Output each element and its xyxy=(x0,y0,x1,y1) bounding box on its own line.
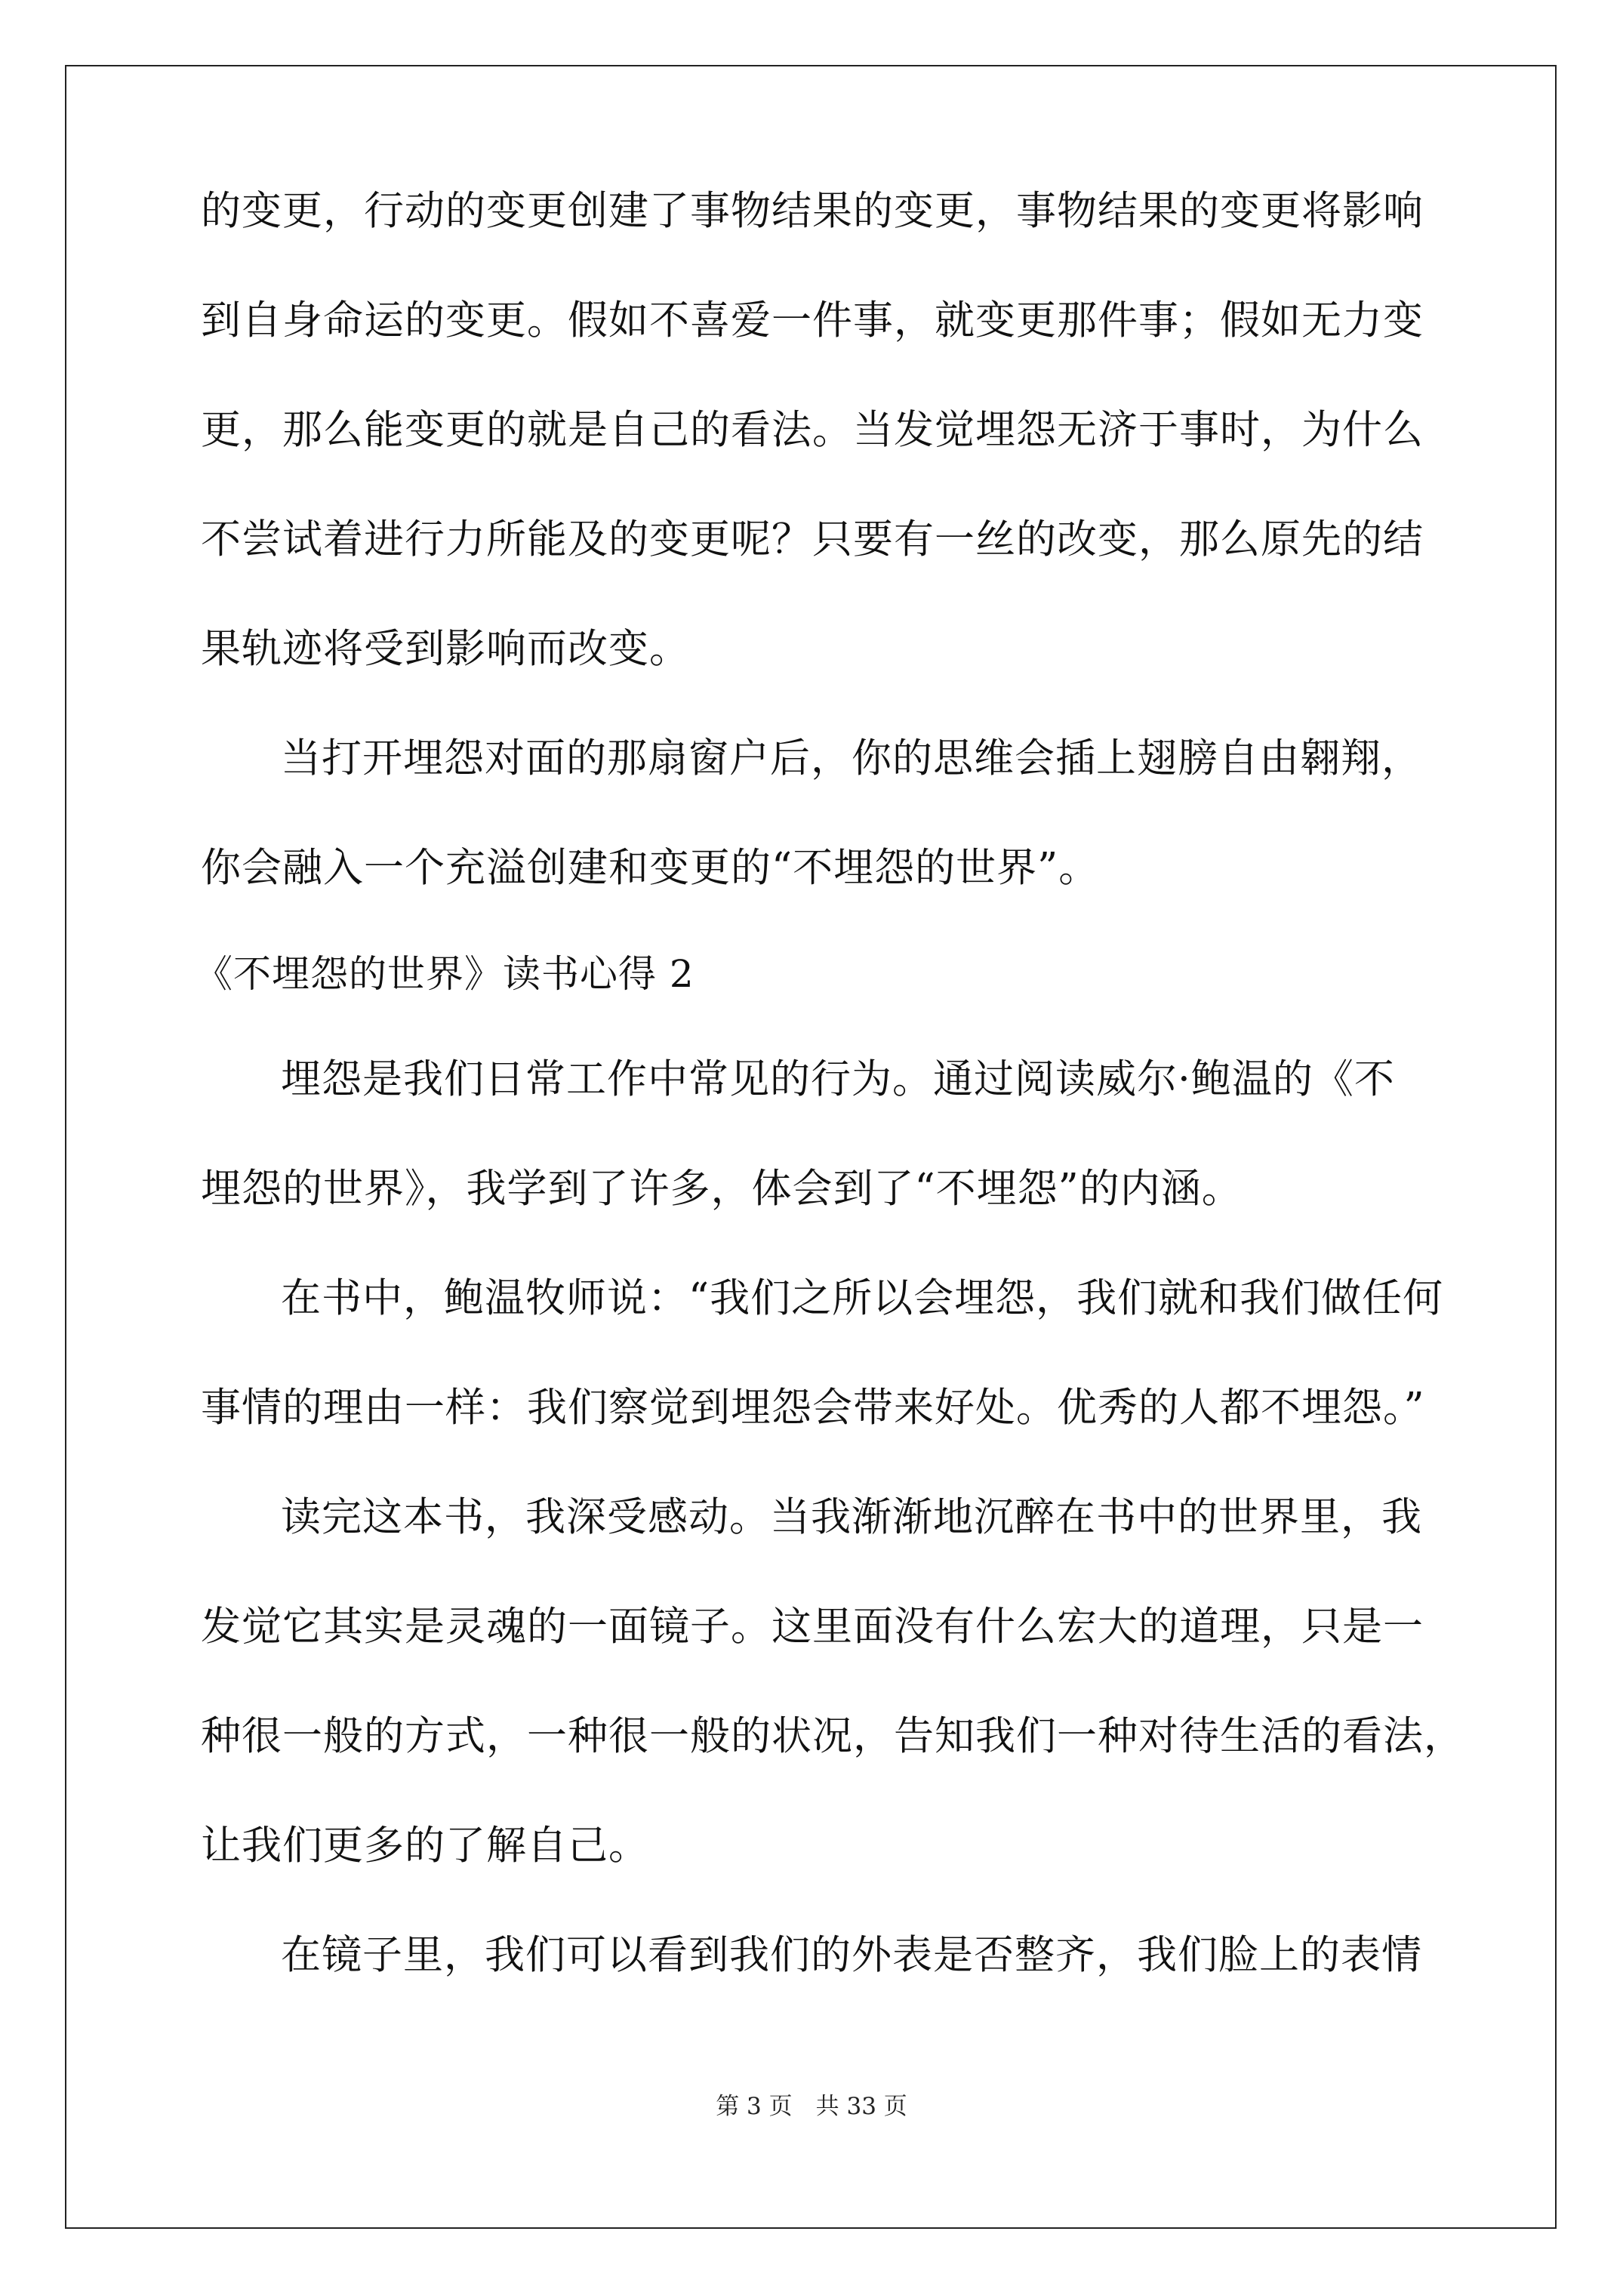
text-line: 的变更，行动的变更创建了事物结果的变更，事物结果的变更将影响 xyxy=(201,188,1424,234)
text-line: 让我们更多的了解自己。 xyxy=(201,1823,649,1869)
paragraph-first-line: 在书中，鲍温牧师说：“我们之所以会埋怨，我们就和我们做任何 xyxy=(281,1275,1444,1321)
page-frame xyxy=(65,65,1557,2229)
paragraph-first-line: 当打开埋怨对面的那扇窗户后，你的思维会插上翅膀自由翱翔， xyxy=(281,735,1422,781)
text-line: 事情的理由一样：我们察觉到埋怨会带来好处。优秀的人都不埋怨。” xyxy=(201,1385,1425,1431)
text-line: 果轨迹将受到影响而改变。 xyxy=(201,626,690,672)
paragraph-first-line: 在镜子里，我们可以看到我们的外表是否整齐，我们脸上的表情 xyxy=(281,1932,1422,1978)
text-line: 到自身命运的变更。假如不喜爱一件事，就变更那件事；假如无力变 xyxy=(201,297,1424,344)
text-line: 不尝试着进行力所能及的变更呢？只要有一丝的改变，那么原先的结 xyxy=(201,516,1424,562)
text-line: 发觉它其实是灵魂的一面镜子。这里面没有什么宏大的道理，只是一 xyxy=(201,1604,1424,1650)
text-line: 埋怨的世界》，我学到了许多，体会到了“不埋怨”的内涵。 xyxy=(201,1166,1243,1212)
page-number: 第 3 页 共 33 页 xyxy=(716,2093,907,2120)
text-line: 种很一般的方式，一种很一般的状况，告知我们一种对待生活的看法， xyxy=(201,1713,1464,1759)
section-heading: 《不埋怨的世界》读书心得 2 xyxy=(195,952,694,996)
text-line: 你会融入一个充溢创建和变更的“不埋怨的世界”。 xyxy=(201,845,1100,891)
paragraph-first-line: 读完这本书，我深受感动。当我渐渐地沉醉在书中的世界里，我 xyxy=(281,1494,1422,1540)
text-line: 更，那么能变更的就是自己的看法。当发觉埋怨无济于事时，为什么 xyxy=(201,407,1424,453)
paragraph-first-line: 埋怨是我们日常工作中常见的行为。通过阅读威尔·鲍温的《不 xyxy=(281,1056,1395,1102)
